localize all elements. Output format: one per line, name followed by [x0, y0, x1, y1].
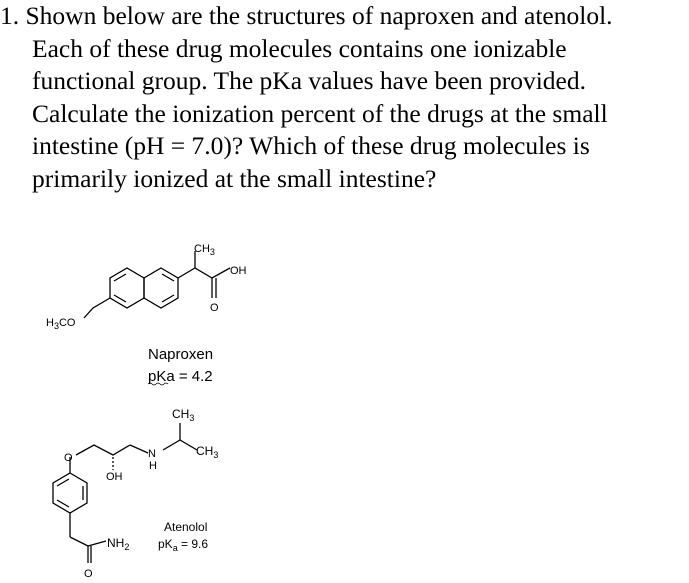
question-line-3: functional group. The pKa values have been provided. — [32, 66, 586, 95]
question-number: 1. — [0, 1, 20, 30]
atenolol-nh2-label: $NH_2$ — [107, 536, 130, 552]
naproxen-ch3-label: $CH_3$ — [194, 243, 215, 257]
question-line-5: intestine (pH = 7.0)? Which of these drug molecules is — [32, 131, 590, 160]
atenolol-n-label: N — [148, 448, 156, 460]
question-line-4: Calculate the ionization percent of the drugs at the small — [32, 98, 608, 128]
question-line-6: primarily ionized at the small intestine? — [32, 163, 437, 193]
atenolol-pka: $pK_a = 9.6$ — [158, 537, 209, 553]
atenolol-ch3-top-label: $CH_3$ — [172, 407, 195, 423]
atenolol-ether-o-label: O — [64, 452, 73, 464]
atenolol-h-label: H — [149, 460, 157, 472]
naproxen-methoxy-label: $H_3CO$ — [46, 317, 76, 331]
question-line-2: Each of these drug molecules contains one ionizable — [32, 33, 567, 63]
naproxen-carbonyl-o-label: O — [210, 302, 219, 314]
atenolol-ring — [53, 473, 87, 513]
naproxen-structure — [84, 251, 230, 318]
naproxen-pka: pKa = 4.2 — [148, 368, 213, 385]
atenolol-name: Atenolol — [164, 520, 208, 534]
question-line-1: 1. Shown below are the structures of naproxen and atenolol. — [0, 1, 613, 30]
atenolol-ch3-right-label: $CH_3$ — [196, 444, 219, 460]
atenolol-oh-label: OH — [106, 471, 123, 483]
naproxen-oh-label: OH — [230, 265, 247, 277]
atenolol-carbonyl-o-label: O — [84, 568, 93, 580]
naproxen-ring-left — [110, 268, 144, 308]
naproxen-name: Naproxen — [148, 346, 214, 363]
naproxen-ring-right — [144, 268, 178, 308]
